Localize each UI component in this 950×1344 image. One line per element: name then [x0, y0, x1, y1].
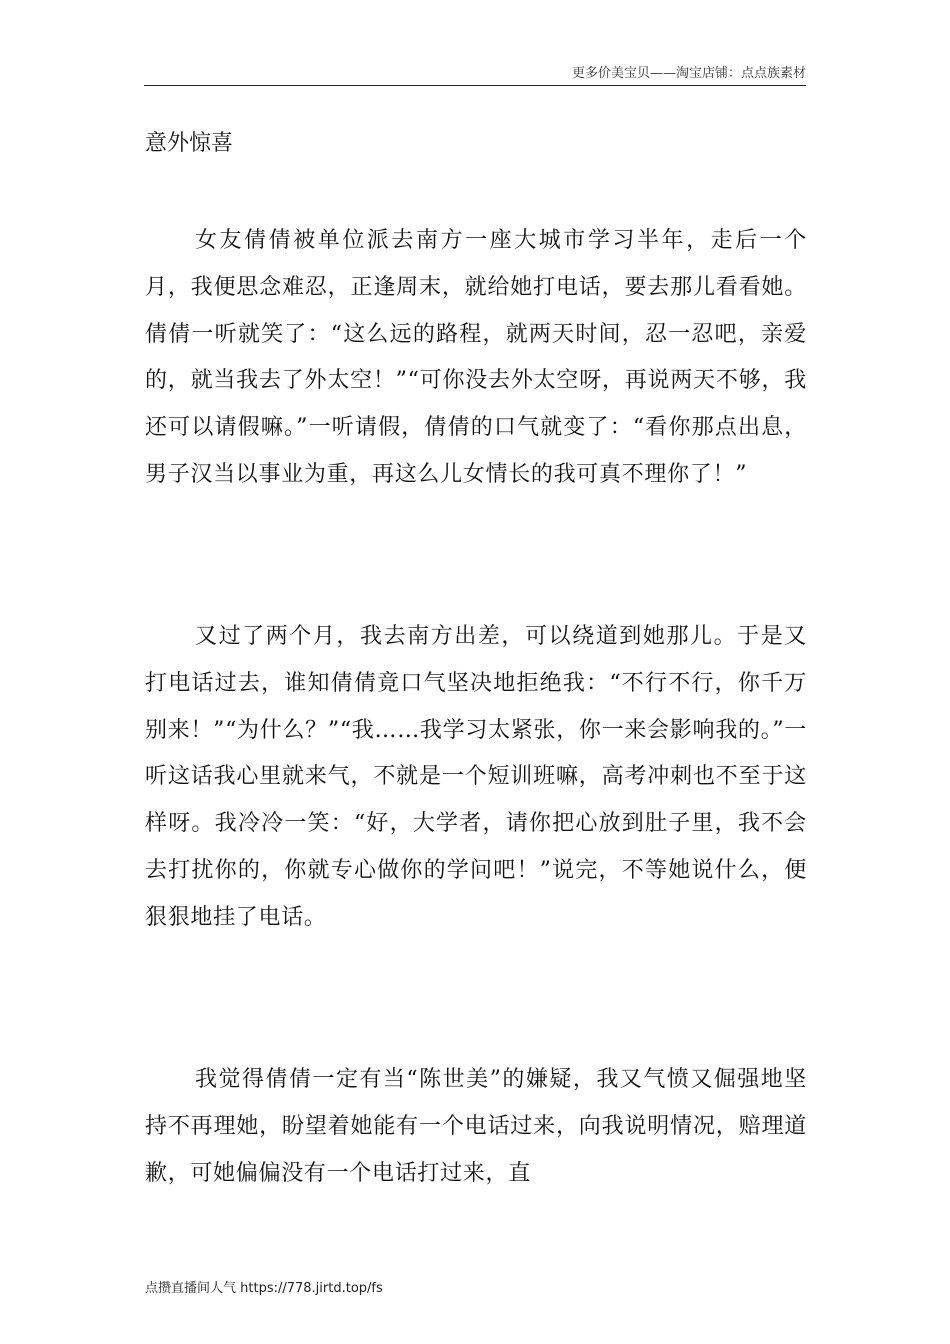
header-shop-text: 更多价美宝贝——淘宝店铺：点点族素材: [571, 66, 806, 81]
footer-link-text: 点攒直播间人气 https://778.jirtd.top/fs: [145, 1281, 383, 1296]
paragraph: 又过了两个月，我去南方出差，可以绕道到她那儿。于是又打电话过去，谁知倩倩竟口气坚决地拒绝我：“不行不行，你千万别来！”“为什么？”“我……我学习太紧张，你一来会影响我的。”一听这话我心里就来气，不就是一个短训班嘛，高考冲刺也不至于这样呀。我冷冷一笑：“好，大学者，请你把心放到肚子里，我不会去打扰你的，你就专心做你的学问吧！”说完，不等她说什么，便狠狠地挂了电话。: [145, 624, 807, 930]
header-divider: [144, 85, 806, 86]
paragraph: 女友倩倩被单位派去南方一座大城市学习半年，走后一个月，我便思念难忍，正逢周末，就给她打电话，要去那儿看看她。倩倩一听就笑了：“这么远的路程，就两天时间，忍一忍吧，亲爱的，就当我去了外太空！”“可你没去外太空呀，再说两天不够，我还可以请假嘛。”一听请假，倩倩的口气就变了：“看你那点出息，男子汉当以事业为重，再这么儿女情长的我可真不理你了！”: [145, 228, 807, 487]
document-title: 意外惊喜: [145, 131, 234, 156]
paragraph: 我觉得倩倩一定有当“陈世美”的嫌疑，我又气愤又倔强地坚持不再理她，盼望着她能有一个电话过来，向我说明情况，赔理道歉，可她偏偏没有一个电话打过来，直: [145, 1067, 807, 1186]
